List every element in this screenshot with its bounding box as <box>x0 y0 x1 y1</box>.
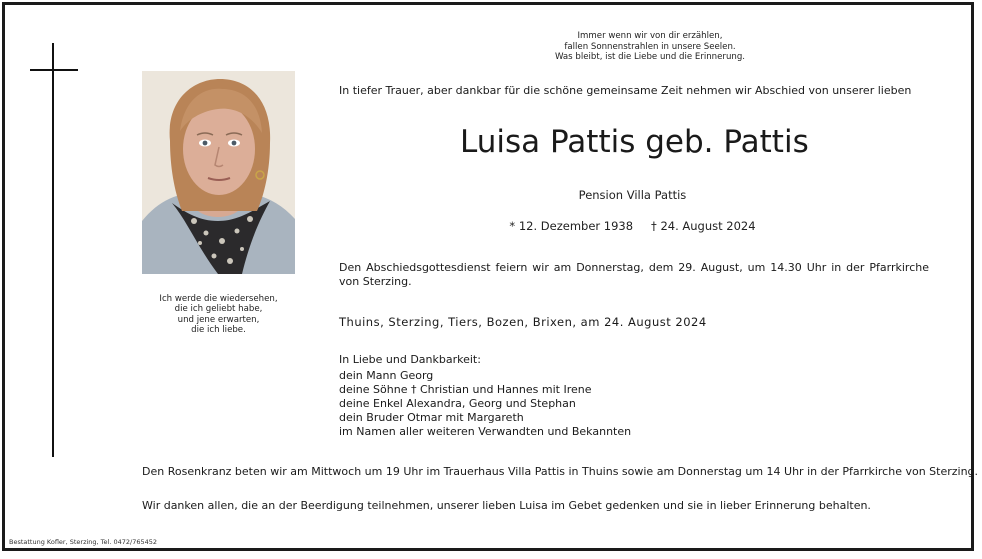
verse-left-line: die ich liebe. <box>191 324 246 335</box>
verse-top <box>520 31 780 63</box>
mourner-entry: dein Mann Georg <box>339 369 434 382</box>
portrait-photo <box>142 71 295 274</box>
verse-left-line: Ich werde die wiedersehen, <box>159 294 278 304</box>
subtitle: Pension Villa Pattis <box>578 188 687 202</box>
service-announcement: Den Abschiedsgottesdienst feiern wir am Donnerstag, dem 29. August, um 14.30 Uhr in der Pfarrkirche von Sterzing. <box>339 261 929 288</box>
thanks-text: Wir danken allen, die an der Beerdigung teilnehmen, unserer lieben Luisa im Gebet gedenken und sie in lieber Erinnerung behalten. <box>142 499 871 512</box>
verse-top-line: fallen Sonnenstrahlen in unsere Seelen. <box>564 41 736 52</box>
deceased-name: Luisa Pattis geb. Pattis <box>460 124 809 160</box>
verse-left-line: die ich geliebt habe, <box>174 304 263 315</box>
rosary-text: Den Rosenkranz beten wir am Mittwoch um 19 Uhr im Trauerhaus Villa Pattis in Thuins sowie am Donnerstag um 14 Uhr in der Pfarrkirche von Sterzing. <box>142 465 979 478</box>
life-dates <box>500 219 765 233</box>
place-date: Thuins, Sterzing, Tiers, Bozen, Brixen, am 24. August 2024 <box>339 315 707 329</box>
mourner-entry: deine Söhne † Christian und Hannes mit Irene <box>339 383 592 396</box>
verse-left-line: und jene erwarten, <box>177 314 260 325</box>
cross-icon-horizontal <box>30 69 78 71</box>
mourner-entry: im Namen aller weiteren Verwandten und Bekannten <box>339 425 632 438</box>
verse-top-line: Was bleibt, ist die Liebe und die Erinnerung. <box>554 52 746 63</box>
funeral-home-footer: Bestattung Kofler, Sterzing, Tel. 0472/765452 <box>9 538 158 546</box>
death-date: † 24. August 2024 <box>651 219 756 233</box>
mourners-heading: In Liebe und Dankbarkeit: <box>339 353 481 366</box>
birth-date: * 12. Dezember 1938 <box>509 219 634 233</box>
intro-text: In tiefer Trauer, aber dankbar für die schöne gemeinsame Zeit nehmen wir Abschied von unserer lieben <box>339 84 912 97</box>
cross-icon-vertical <box>52 43 54 457</box>
verse-left <box>140 294 297 335</box>
verse-top-line: Immer wenn wir von dir erzählen, <box>577 31 723 41</box>
mourner-entry: deine Enkel Alexandra, Georg und Stephan <box>339 397 576 410</box>
mourner-entry: dein Bruder Otmar mit Margareth <box>339 411 524 424</box>
mourners-list <box>339 353 659 439</box>
